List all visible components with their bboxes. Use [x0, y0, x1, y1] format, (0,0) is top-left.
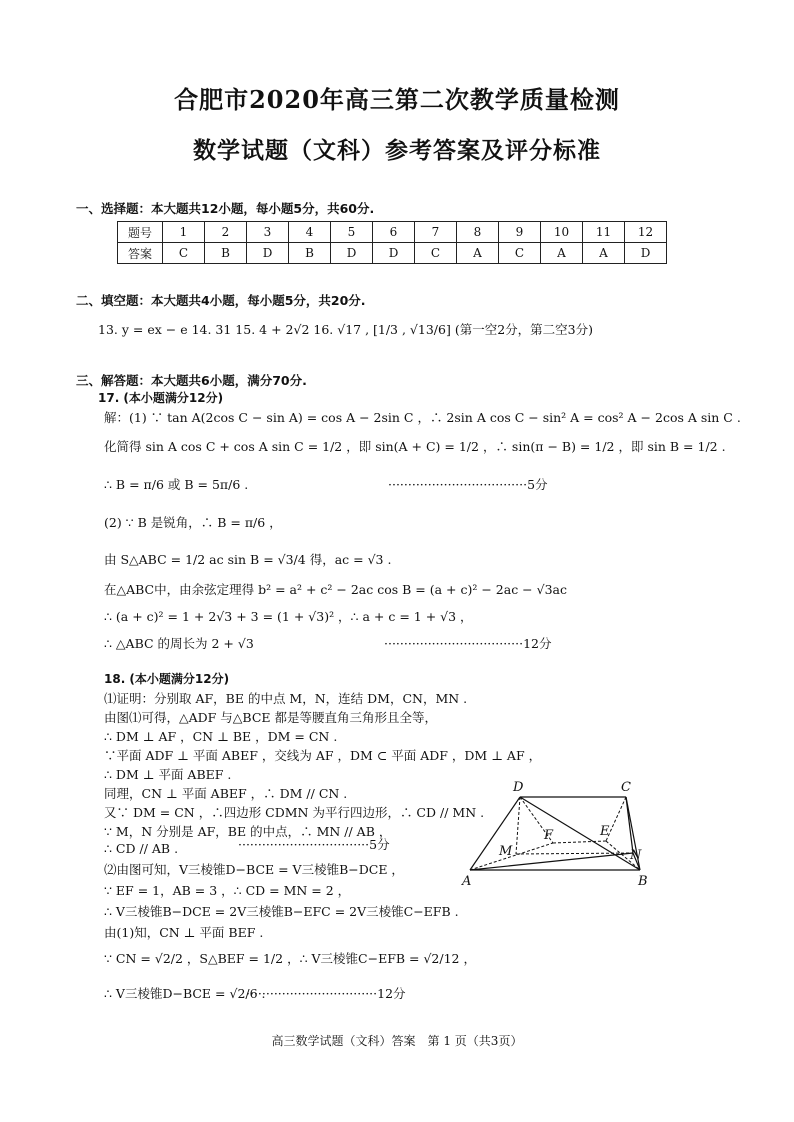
q18-line: ⑵由图可知，V三棱锥D−BCE = V三棱锥B−DCE ，: [104, 862, 404, 877]
fill-blank-answers: 13. y = ex − e 14. 31 15. 4 + 2√2 16. √17 , [1/3 , √13/6] (第一空2分，第二空3分): [98, 322, 593, 337]
q17-line: 化简得 sin A cos C + cos A sin C = 1/2 ，即 sin(A + C) = 1/2 ，∴ sin(π − B) = 1/2 ，即 sin B = 1/2 .: [104, 439, 726, 454]
q17-line: ∴ (a + c)² = 1 + 2√3 + 3 = (1 + √3)² ，∴ a + c = 1 + √3 ，: [104, 609, 473, 624]
figure-label: M: [499, 844, 513, 859]
table-cell: B: [289, 243, 331, 264]
figure-label: D: [513, 780, 524, 795]
page-title: 合肥市2020年高三第二次教学质量检测: [174, 85, 620, 114]
q17-line: (2) ∵ B 是锐角，∴ B = π/6 ，: [104, 515, 282, 530]
q17-score-5: ···································5分: [388, 477, 548, 492]
table-cell: C: [415, 243, 457, 264]
q18-line: ∵平面 ADF ⊥ 平面 ABEF ，交线为 AF ，DM ⊂ 平面 ADF ，DM ⊥ AF ，: [104, 748, 542, 763]
answer-table: [117, 221, 667, 264]
figure-label: A: [462, 874, 472, 889]
table-cell: 4: [289, 222, 331, 243]
figure-label: F: [544, 828, 554, 843]
table-cell: D: [625, 243, 667, 264]
row-label-number: 题号: [118, 222, 163, 243]
q18-score-5: ·································5分: [238, 837, 390, 852]
table-cell: 5: [331, 222, 373, 243]
q18-line: ∴ DM ⊥ 平面 ABEF .: [104, 767, 232, 782]
q18-line: 同理，CN ⊥ 平面 ABEF ，∴ DM // CN .: [104, 786, 348, 801]
table-cell: D: [331, 243, 373, 264]
q17-title: 17. (本小题满分12分): [98, 391, 224, 405]
table-cell: 12: [625, 222, 667, 243]
table-row: [118, 243, 667, 264]
table-cell: 2: [205, 222, 247, 243]
q18-line: ∴ V三棱锥D−BCE = √2/6 .: [104, 986, 266, 1001]
q18-line: 由图⑴可得，△ADF 与△BCE 都是等腰直角三角形且全等，: [104, 710, 438, 725]
table-cell: D: [373, 243, 415, 264]
section1-heading: 一、选择题：本大题共12小题，每小题5分，共60分.: [76, 201, 375, 216]
table-cell: 1: [163, 222, 205, 243]
table-cell: 8: [457, 222, 499, 243]
page-subtitle: 数学试题（文科）参考答案及评分标准: [193, 137, 601, 164]
prism-figure: [458, 775, 668, 890]
q18-title: 18. (本小题满分12分): [104, 672, 230, 686]
table-cell: 10: [541, 222, 583, 243]
table-cell: A: [583, 243, 625, 264]
page-footer: 高三数学试题（文科）答案 第 1 页（共3页）: [271, 1034, 523, 1048]
section3-heading: 三、解答题：本大题共6小题，满分70分.: [76, 373, 307, 388]
table-cell: 11: [583, 222, 625, 243]
q17-line: ∴ △ABC 的周长为 2 + √3: [104, 636, 254, 651]
q18-line: ⑴证明：分别取 AF，BE 的中点 M，N，连结 DM，CN，MN .: [104, 691, 468, 706]
table-cell: 3: [247, 222, 289, 243]
table-cell: C: [499, 243, 541, 264]
row-label-answer: 答案: [118, 243, 163, 264]
table-cell: 9: [499, 222, 541, 243]
table-cell: B: [205, 243, 247, 264]
q18-line: ∵ M，N 分别是 AF，BE 的中点，∴ MN // AB ，: [104, 824, 392, 839]
q17-score-12: ···································12分: [384, 636, 552, 651]
q18-line: ∵ EF = 1，AB = 3 ，∴ CD = MN = 2 ，: [104, 883, 351, 898]
table-row: [118, 222, 667, 243]
q17-line: 由 S△ABC = 1/2 ac sin B = √3/4 得，ac = √3 .: [104, 552, 392, 567]
q18-line: ∴ CD // AB .: [104, 841, 179, 856]
figure-label: B: [638, 874, 648, 889]
figure-label: C: [621, 780, 631, 795]
table-cell: A: [541, 243, 583, 264]
figure-label: E: [600, 824, 610, 839]
table-cell: 7: [415, 222, 457, 243]
table-cell: 6: [373, 222, 415, 243]
q18-line: 由(1)知，CN ⊥ 平面 BEF .: [104, 925, 264, 940]
q18-line: ∵ CN = √2/2 ，S△BEF = 1/2 ，∴ V三棱锥C−EFB = √2/12 ，: [104, 951, 476, 966]
figure-label: N: [630, 848, 642, 863]
q17-line: 在△ABC中，由余弦定理得 b² = a² + c² − 2ac cos B = (a + c)² − 2ac − √3ac: [104, 582, 568, 597]
q17-line: ∴ B = π/6 或 B = 5π/6 .: [104, 477, 249, 492]
q18-line: ∴ DM ⊥ AF ，CN ⊥ BE ，DM = CN .: [104, 729, 338, 744]
table-cell: A: [457, 243, 499, 264]
q18-line: 又∵ DM = CN ，∴四边形 CDMN 为平行四边形，∴ CD // MN .: [104, 805, 485, 820]
table-cell: C: [163, 243, 205, 264]
q18-score-12: ·································12分: [246, 986, 406, 1001]
q18-line: ∴ V三棱锥B−DCE = 2V三棱锥B−EFC = 2V三棱锥C−EFB .: [104, 904, 459, 919]
table-cell: D: [247, 243, 289, 264]
q17-line: 解：(1) ∵ tan A(2cos C − sin A) = cos A − 2sin C ，∴ 2sin A cos C − sin² A = cos² A − 2cos A sin C .: [104, 410, 741, 425]
section2-heading: 二、填空题：本大题共4小题，每小题5分，共20分.: [76, 293, 366, 308]
